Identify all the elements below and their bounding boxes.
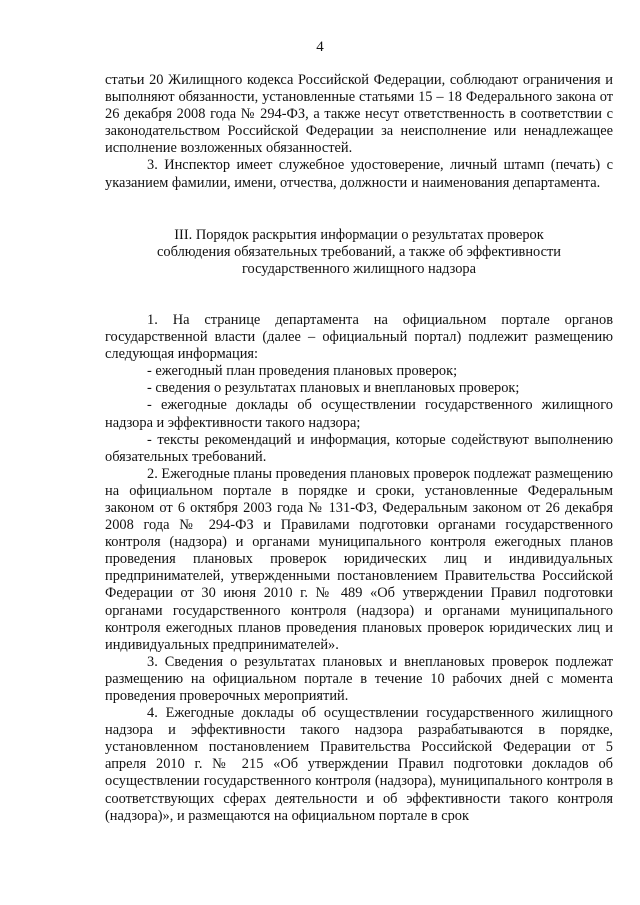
list-item: - ежегодные доклады об осуществлении государственного жилищного надзора и эффективности такого надзора; <box>105 397 613 431</box>
document-body <box>105 72 613 825</box>
section-heading <box>105 227 613 278</box>
list-item: - ежегодный план проведения плановых проверок; <box>147 363 458 380</box>
list-item: - тексты рекомендаций и информация, которые содействуют выполнению обязательных требований. <box>105 431 613 465</box>
section-heading-line: III. Порядок раскрытия информации о результатах проверок <box>174 226 544 243</box>
paragraph-item-4: 4. Ежегодные доклады об осуществлении государственного жилищного надзора и эффективности такого надзора разрабатываются в порядке, установленном постановлением Правительства Российской Федерации от 5 апреля 2010 г. № 215 «Об утверждении Правил подготовки докладов об осуществлении государственного контроля (надзора), муниципального контроля в соответствующих сферах деятельности и об эффективности такого контроля (надзора)», и размещаются на официальном портале в срок <box>105 705 613 824</box>
paragraph-continuation: статьи 20 Жилищного кодекса Российской Федерации, соблюдают ограничения и выполняют обязанности, установленные статьями 15 – 18 Федерального закона от 26 декабря 2008 года № 294-ФЗ, а также несут ответственность в соответствии с законодательством Российской Федерации за неисполнение или ненадлежащее исполнение возложенных обязанностей. <box>105 72 613 157</box>
paragraph-item-2: 2. Ежегодные планы проведения плановых проверок подлежат размещению на официальном портале в порядке и сроки, установленные Федеральным законом от 6 октября 2003 года № 131-ФЗ, Федеральным законом от 26 декабря 2008 года № 294-ФЗ и Правилами подготовки органами государственного контроля (надзора) и органами муниципального контроля ежегодных планов проведения плановых проверок юридических лиц и индивидуальных предпринимателей, утвержденными постановлением Правительства Российской Федерации от 30 июня 2010 г. № 489 «Об утверждении Правил подготовки органами государственного контроля (надзора) и органами муниципального контроля ежегодных планов проведения плановых проверок юридических лиц и индивидуальных предпринимателей». <box>105 465 613 653</box>
section-heading-line: государственного жилищного надзора <box>241 260 476 277</box>
section-heading-line: соблюдения обязательных требований, а также об эффективности <box>157 243 561 260</box>
paragraph-item-3: 3. Сведения о результатах плановых и внеплановых проверок подлежат размещению на официальном портале в течение 10 рабочих дней с момента проведения проверочных мероприятий. <box>105 653 613 704</box>
list-item: - сведения о результатах плановых и внеплановых проверок; <box>147 380 520 397</box>
page-number: 4 <box>316 39 324 55</box>
paragraph-item-1: 1. На странице департамента на официальном портале органов государственной власти (далее – официальный портал) подлежит размещению следующая информация: <box>105 311 613 363</box>
paragraph-inspector-id: 3. Инспектор имеет служебное удостоверение, личный штамп (печать) с указанием фамилии, имени, отчества, должности и наименования департамента. <box>105 157 613 191</box>
